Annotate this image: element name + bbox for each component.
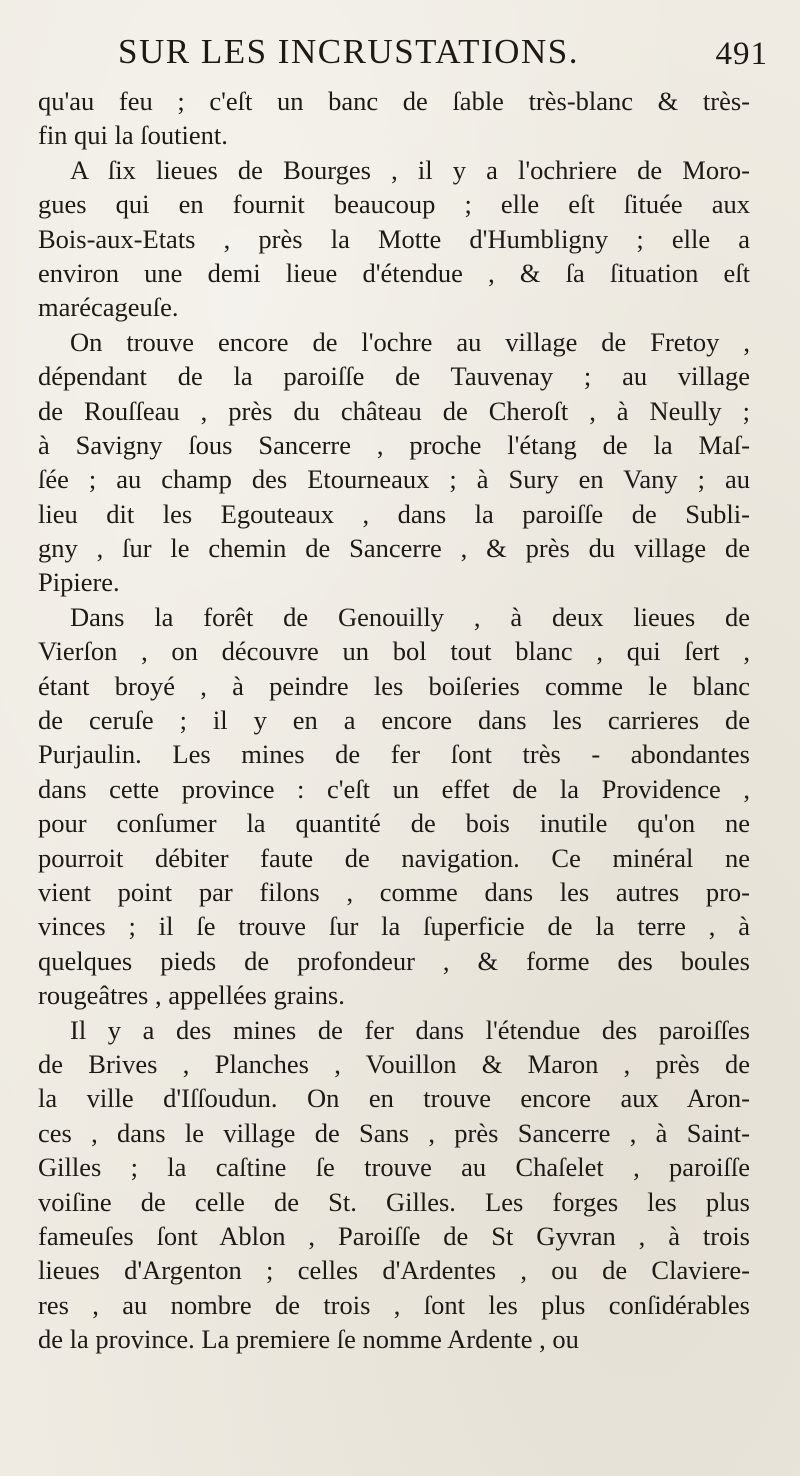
page-header [118, 32, 768, 84]
text-line: gues qui en fournit beaucoup ; elle eſt ſituée aux [38, 189, 750, 220]
text-line: à Savigny ſous Sancerre , proche l'étang de la Maſ- [38, 429, 750, 460]
text-line: qu'au feu ; c'eſt un banc de ſable très-blanc & très- [38, 86, 750, 116]
text-line: dans cette province : c'eſt un effet de la Providence , [38, 773, 750, 804]
running-head: SUR LES INCRUSTATIONS. [118, 32, 579, 71]
text-line: de la province. La premiere ſe nomme Ardente , ou [38, 1324, 579, 1355]
text-line: environ une demi lieue d'étendue , & ſa ſituation eſt [38, 257, 750, 288]
paragraph [38, 84, 750, 153]
text-line: ſée ; au champ des Etourneaux ; à Sury en Vany ; au [38, 464, 750, 495]
text-line: voiſine de celle de St. Gilles. Les forges les plus [38, 1186, 750, 1217]
text-line: Pipiere. [38, 567, 120, 598]
text-line: pourroit débiter faute de navigation. Ce minéral ne [38, 842, 750, 873]
text-line: de ceruſe ; il y en a encore dans les carrieres de [38, 705, 750, 736]
paragraph [38, 1013, 750, 1357]
body-text [38, 84, 750, 1356]
text-line: Dans la forêt de Genouilly , à deux lieues de [70, 601, 750, 632]
text-line: Purjaulin. Les mines de fer ſont très - abondantes [38, 739, 750, 770]
text-line: rougeâtres , appellées grains. [38, 980, 345, 1011]
text-line: Gilles ; la caſtine ſe trouve au Chaſelet , paroiſſe [38, 1152, 750, 1183]
paragraph [38, 325, 750, 600]
paragraph [38, 153, 750, 325]
text-line: gny , ſur le chemin de Sancerre , & près du village de [38, 533, 750, 564]
text-line: vinces ; il ſe trouve ſur la ſuperficie de la terre , à [38, 911, 750, 942]
text-line: lieues d'Argenton ; celles d'Ardentes , ou de Claviere- [38, 1255, 750, 1286]
paragraph [38, 600, 750, 1013]
text-line: pour conſumer la quantité de bois inutile qu'on ne [38, 808, 750, 839]
text-line: fameuſes ſont Ablon , Paroiſſe de St Gyvran , à trois [38, 1220, 750, 1251]
text-line: étant broyé , à peindre les boiſeries comme le blanc [38, 670, 750, 701]
text-line: Il y a des mines de fer dans l'étendue des paroiſſes [70, 1014, 750, 1045]
text-line: quelques pieds de profondeur , & forme des boules [38, 945, 750, 976]
text-line: Vierſon , on découvre un bol tout blanc , qui ſert , [38, 636, 750, 667]
text-line: lieu dit les Egouteaux , dans la paroiſſe de Subli- [38, 498, 750, 529]
text-line: res , au nombre de trois , ſont les plus conſidérables [38, 1289, 750, 1320]
text-line: Bois-aux-Etats , près la Motte d'Humbligny ; elle a [38, 223, 750, 254]
text-line: marécageuſe. [38, 292, 179, 323]
text-line: vient point par filons , comme dans les autres pro- [38, 876, 750, 907]
text-line: de Brives , Planches , Vouillon & Maron , près de [38, 1048, 750, 1079]
text-line: la ville d'Iſſoudun. On en trouve encore aux Aron- [38, 1083, 750, 1114]
text-line: fin qui la ſoutient. [38, 120, 228, 151]
text-line: ces , dans le village de Sans , près Sancerre , à Saint- [38, 1117, 750, 1148]
text-line: A ſix lieues de Bourges , il y a l'ochriere de Moro- [70, 154, 750, 185]
page-number: 491 [715, 36, 768, 72]
text-line: dépendant de la paroiſſe de Tauvenay ; au village [38, 361, 750, 392]
text-line: de Rouſſeau , près du château de Cheroſt , à Neully ; [38, 395, 750, 426]
text-line: On trouve encore de l'ochre au village de Fretoy , [70, 326, 750, 357]
